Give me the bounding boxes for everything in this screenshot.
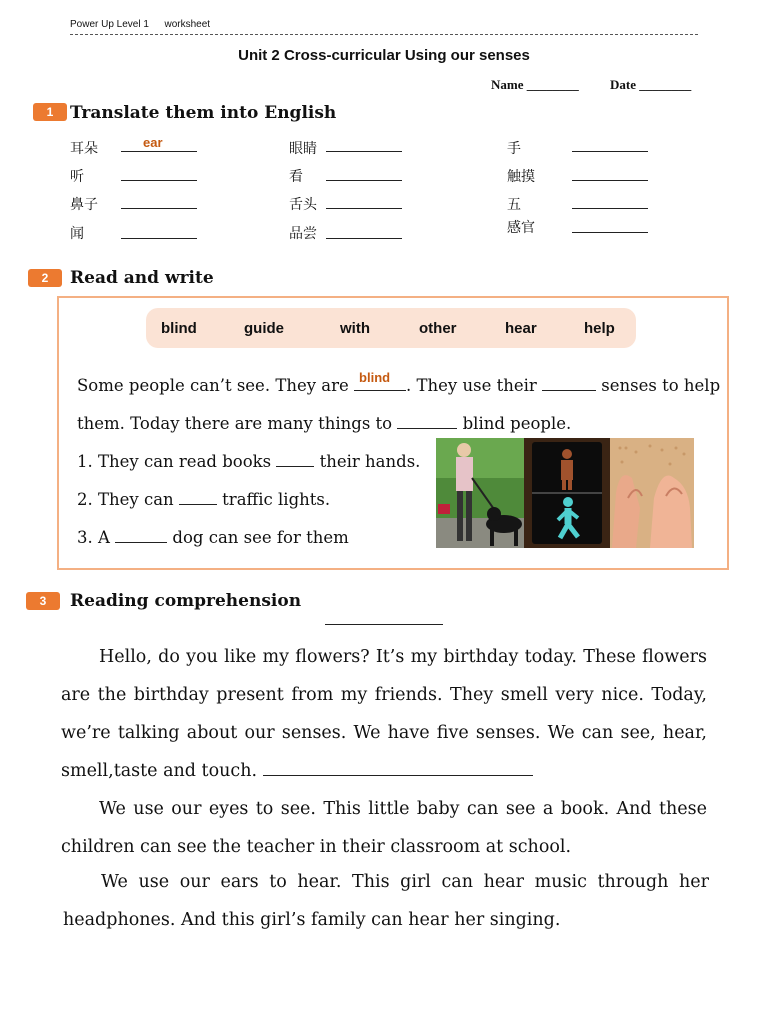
answer-blank[interactable] (572, 194, 648, 213)
question-text: They can (98, 490, 174, 509)
question-text: traffic lights. (222, 490, 331, 509)
vocab-item (70, 138, 98, 158)
header-divider (70, 34, 698, 35)
chinese-word: 闻 (70, 226, 84, 242)
chinese-word: 手 (507, 141, 521, 157)
vocab-item (507, 194, 521, 214)
word-bank-item: blind (161, 320, 197, 337)
question-text: They can read books (98, 452, 272, 471)
section-3-badge: 3 (26, 592, 60, 610)
vocab-item (289, 194, 317, 214)
answer-blank[interactable] (326, 224, 402, 243)
passage-line-1 (77, 370, 721, 395)
word-bank (146, 308, 636, 348)
question-number: 1. (77, 452, 93, 471)
section-1-title: Translate them into English (70, 103, 337, 123)
chinese-word: 五 (507, 197, 521, 213)
paragraph-text: We use our ears to hear. This girl can hear music through her headphones. And this girl’s family can hear her singing. (63, 872, 709, 930)
vocab-item (70, 223, 84, 243)
question-3 (77, 528, 349, 547)
chinese-word: 眼睛 (289, 141, 317, 157)
reading-paragraph-2 (61, 790, 707, 866)
passage-text: senses to help (601, 376, 721, 395)
question-2 (77, 490, 330, 509)
answer-blank[interactable] (572, 166, 648, 185)
vocab-item (70, 166, 84, 186)
name-field[interactable]: Name ________ (491, 77, 579, 92)
answer-blank[interactable] (115, 528, 167, 543)
question-number: 2. (77, 490, 93, 509)
vocab-item (507, 217, 535, 237)
answer-blank[interactable] (542, 376, 596, 391)
vocab-item (289, 166, 303, 186)
vocab-item (289, 223, 317, 243)
answer-blank[interactable] (121, 166, 197, 185)
answer-blank[interactable] (397, 414, 457, 429)
word-bank-item: help (584, 320, 615, 337)
answer-blank[interactable] (354, 370, 406, 391)
section-1-badge: 1 (33, 103, 67, 121)
answer-blank[interactable] (572, 137, 648, 156)
date-field[interactable]: Date ________ (610, 77, 692, 92)
passage-text: blind people. (462, 414, 572, 433)
chinese-word: 触摸 (507, 169, 535, 185)
traffic-light-photo (524, 438, 610, 548)
answer-blank[interactable] (121, 137, 197, 156)
chinese-word: 耳朵 (70, 141, 98, 157)
chinese-word: 看 (289, 169, 303, 185)
vocab-item (70, 194, 98, 214)
answer-blank[interactable] (276, 452, 314, 467)
question-text: A (98, 528, 110, 547)
reading-paragraph-1 (61, 638, 707, 790)
word-bank-item: other (419, 320, 457, 337)
answer-blank[interactable] (326, 194, 402, 213)
course-name: Power Up Level 1 (70, 19, 149, 30)
section-2-badge: 2 (28, 269, 62, 287)
guide-dog-photo (436, 438, 524, 548)
answer-blank[interactable] (326, 137, 402, 156)
chinese-word: 感官 (507, 220, 535, 236)
answer-blank[interactable] (179, 490, 217, 505)
chinese-word: 听 (70, 169, 84, 185)
vocab-item (289, 138, 317, 158)
title-answer-blank[interactable] (325, 624, 443, 625)
section-3-title: Reading comprehension (70, 591, 302, 611)
chinese-word: 鼻子 (70, 197, 98, 213)
filled-answer: blind (359, 370, 391, 385)
word-bank-item: with (340, 320, 370, 337)
paragraph-text: Hello, do you like my flowers? It’s my birthday today. These flowers are the birthday present from my friends. They smell very nice. Today, we’re talking about our senses. We have five senses. We can see, hear, smell,taste and touch. (61, 647, 707, 781)
passage-text: them. Today there are many things to (77, 414, 393, 433)
answer-blank[interactable] (121, 224, 197, 243)
question-text: their hands. (319, 452, 421, 471)
section-2-title: Read and write (70, 268, 214, 288)
word-bank-item: hear (505, 320, 537, 337)
worksheet-header (70, 19, 210, 30)
chinese-word: 品尝 (289, 226, 317, 242)
question-number: 3. (77, 528, 93, 547)
reading-paragraph-3 (63, 863, 709, 939)
vocab-item (507, 166, 535, 186)
braille-reading-photo (610, 438, 694, 548)
worksheet-label: worksheet (164, 19, 211, 30)
answer-blank[interactable] (121, 194, 197, 213)
answer-blank[interactable] (326, 166, 402, 185)
question-text: dog can see for them (172, 528, 349, 547)
passage-text: Some people can’t see. They are (77, 376, 349, 395)
word-bank-item: guide (244, 320, 284, 337)
vocab-item (507, 138, 521, 158)
paragraph-text: We use our eyes to see. This little baby can see a book. And these children can see the teacher in their classroom at school. (61, 799, 707, 857)
answer-blank[interactable] (572, 218, 648, 237)
passage-text: . They use their (406, 376, 537, 395)
passage-line-2 (77, 414, 571, 433)
question-1 (77, 452, 420, 471)
chinese-word: 舌头 (289, 197, 317, 213)
filled-answer: ear (143, 135, 163, 150)
photo-strip (436, 438, 694, 548)
page-title: Unit 2 Cross-curricular Using our senses (238, 47, 530, 64)
answer-blank[interactable] (263, 761, 533, 776)
